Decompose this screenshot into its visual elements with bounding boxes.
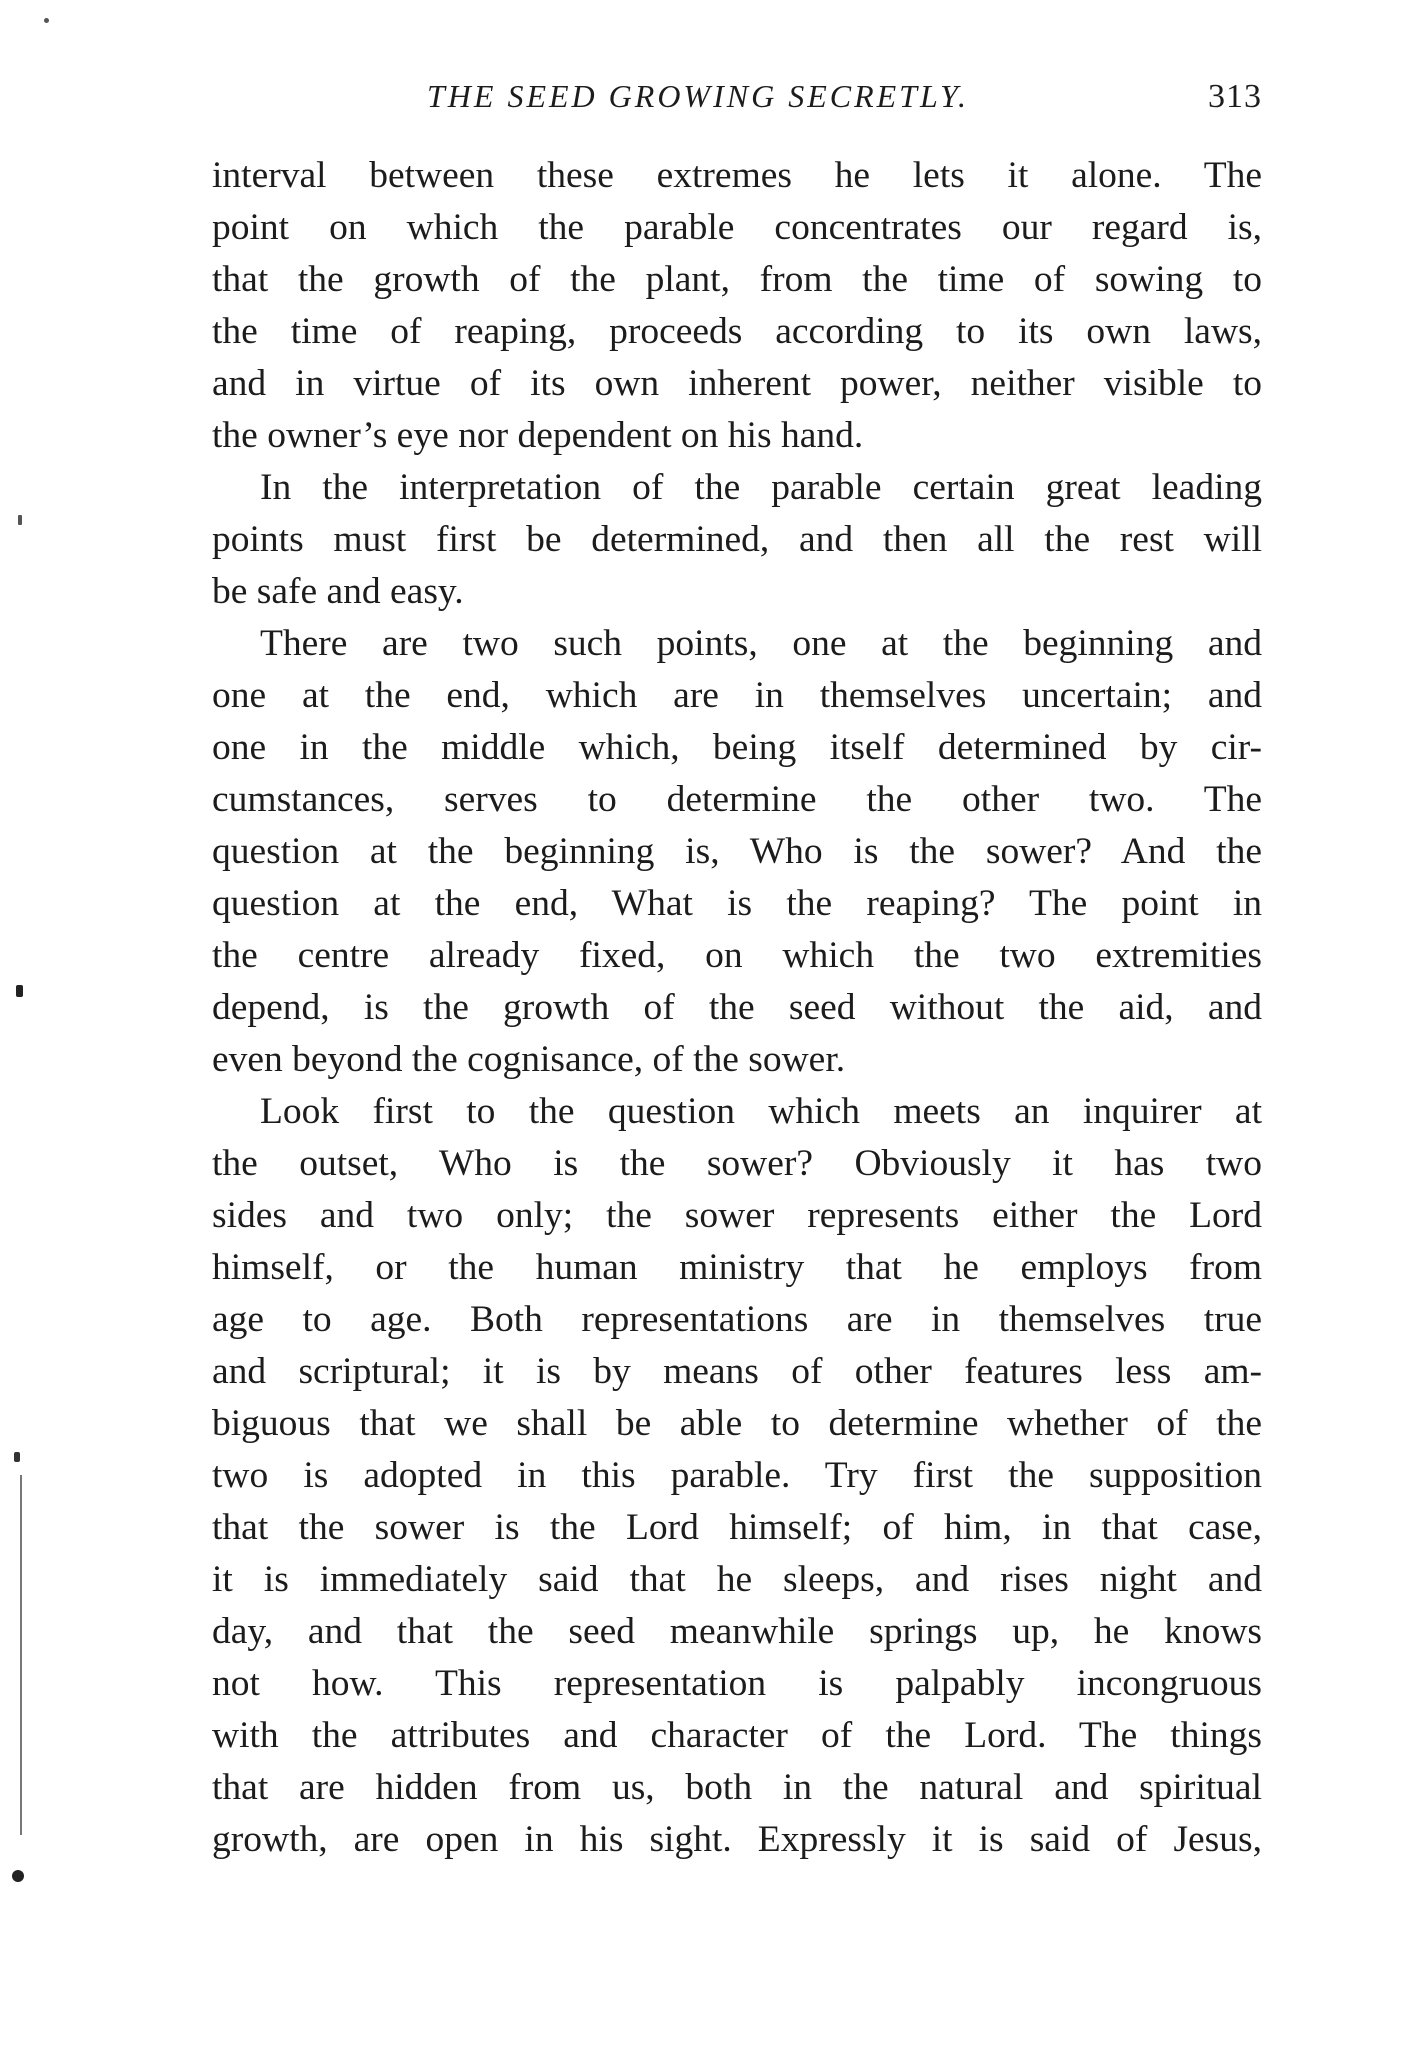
text-line: that the sower is the Lord himself; of him, in that case, <box>212 1507 1262 1548</box>
text-line: one at the end, which are in themselves uncertain; and <box>212 675 1262 716</box>
text-line: himself, or the human ministry that he employs from <box>212 1247 1262 1288</box>
text-line: depend, is the growth of the seed without the aid, and <box>212 987 1262 1028</box>
text-line: the time of reaping, proceeds according to its own laws, <box>212 311 1262 352</box>
body-text <box>212 150 1262 1866</box>
text-line: it is immediately said that he sleeps, and rises night and <box>212 1559 1262 1600</box>
text-line: biguous that we shall be able to determine whether of the <box>212 1403 1262 1444</box>
text-line: question at the end, What is the reaping? The point in <box>212 883 1262 924</box>
text-line: point on which the parable concentrates our regard is, <box>212 207 1262 248</box>
paragraph-start-line: In the interpretation of the parable certain great leading <box>260 467 1262 508</box>
text-line: growth, are open in his sight. Expressly it is said of Jesus, <box>212 1819 1262 1860</box>
text-line: points must first be determined, and then all the rest will <box>212 519 1262 560</box>
margin-speck <box>12 1870 24 1882</box>
text-line: the centre already fixed, on which the two extremities <box>212 935 1262 976</box>
text-line: not how. This representation is palpably incongruous <box>212 1663 1262 1704</box>
text-line: two is adopted in this parable. Try first the supposition <box>212 1455 1262 1496</box>
text-line: cumstances, serves to determine the other two. The <box>212 779 1262 820</box>
text-line: age to age. Both representations are in themselves true <box>212 1299 1262 1340</box>
text-line: with the attributes and character of the Lord. The things <box>212 1715 1262 1756</box>
text-line: sides and two only; the sower represents either the Lord <box>212 1195 1262 1236</box>
text-line: interval between these extremes he lets it alone. The <box>212 155 1262 196</box>
text-line: the outset, Who is the sower? Obviously it has two <box>212 1143 1262 1184</box>
text-line: and scriptural; it is by means of other features less am- <box>212 1351 1262 1392</box>
text-line: that are hidden from us, both in the natural and spiritual <box>212 1767 1262 1808</box>
text-line: and in virtue of its own inherent power, neither visible to <box>212 363 1262 404</box>
text-line: day, and that the seed meanwhile springs up, he knows <box>212 1611 1262 1652</box>
margin-speck <box>44 18 49 23</box>
text-line: question at the beginning is, Who is the sower? And the <box>212 831 1262 872</box>
margin-rule-mark <box>20 1475 22 1835</box>
paragraph-start-line: Look first to the question which meets an inquirer at <box>260 1091 1262 1132</box>
running-head <box>212 78 1262 128</box>
margin-speck <box>16 985 23 997</box>
text-line: that the growth of the plant, from the time of sowing to <box>212 259 1262 300</box>
page-number: 313 <box>1208 78 1262 115</box>
margin-speck <box>14 1452 20 1462</box>
text-line: the owner’s eye nor dependent on his hand. <box>212 415 864 456</box>
running-head-title: THE SEED GROWING SECRETLY. <box>427 78 969 114</box>
paragraph-start-line: There are two such points, one at the beginning and <box>260 623 1262 664</box>
text-line: one in the middle which, being itself determined by cir- <box>212 727 1262 768</box>
margin-speck <box>18 515 22 525</box>
text-line: even beyond the cognisance, of the sower. <box>212 1039 846 1080</box>
text-line: be safe and easy. <box>212 571 464 612</box>
